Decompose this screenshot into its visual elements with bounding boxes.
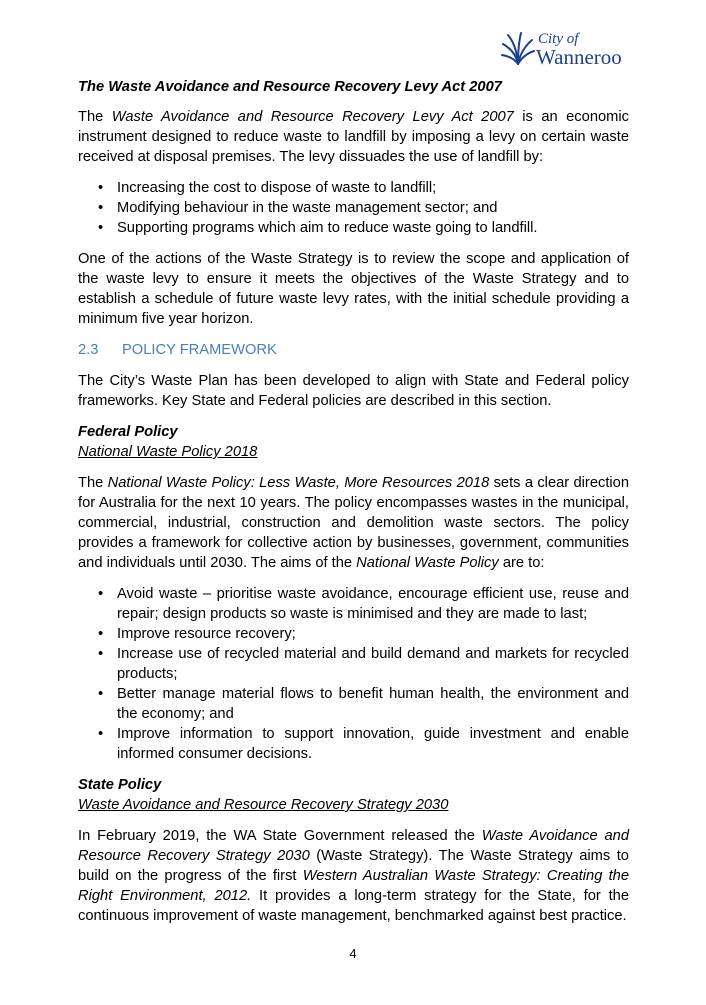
federal-policy-subheading: National Waste Policy 2018 [78, 444, 258, 460]
state-policy-paragraph: In February 2019, the WA State Government released the Waste Avoidance and Resource Recovery Strategy 2030 (Waste Strategy). The Waste Strategy aims to build on the progress of the first Western Australian Waste Strategy: Creating the Right Environment, 2012. It provides a long-term strategy for the State, for the continuous improvement of waste management, benchmarked against best practice. [78, 828, 629, 924]
list-item: • Increase use of recycled material and build demand and markets for recycled products; [98, 646, 629, 682]
list-item: • Modifying behaviour in the waste management sector; and [98, 200, 498, 216]
federal-aims-list [78, 584, 629, 764]
list-item: • Avoid waste – prioritise waste avoidance, encourage efficient use, reuse and repair; design products so waste is minimised and they are made to last; [98, 586, 629, 622]
levy-bullet-list [78, 178, 629, 238]
list-item: • Improve information to support innovation, guide investment and enable informed consumer decisions. [98, 726, 629, 762]
page-number: 4 [349, 946, 357, 961]
wanneroo-emblem-icon [500, 30, 536, 66]
levy-intro-paragraph: The Waste Avoidance and Resource Recovery Levy Act 2007 is an economic instrument designed to reduce waste to landfill by imposing a levy on certain waste received at disposal premises. The levy dissuades the use of landfill by: [78, 109, 630, 165]
section-heading [78, 340, 629, 360]
state-policy-subheading: Waste Avoidance and Resource Recovery Strategy 2030 [78, 797, 449, 813]
section-title: POLICY FRAMEWORK [122, 342, 277, 358]
levy-act-heading: The Waste Avoidance and Resource Recovery Levy Act 2007 [78, 79, 502, 95]
logo-line-2: Wanneroo [536, 45, 622, 69]
policy-intro-paragraph: The City’s Waste Plan has been developed to align with State and Federal policy frameworks. Key State and Federal policies are described in this section. [78, 373, 629, 409]
city-of-wanneroo-logo [500, 30, 630, 70]
logo-line-1: City of [538, 31, 579, 47]
federal-policy-paragraph: The National Waste Policy: Less Waste, More Resources 2018 sets a clear direction for Australia for the next 10 years. The policy encompasses wastes in the municipal, commercial, industrial, construction and demolition waste sectors. The policy provides a framework for collective action by businesses, government, communities and individuals until 2030. The aims of the National Waste Policy are to: [78, 475, 630, 571]
list-item: • Increasing the cost to dispose of waste to landfill; [98, 180, 437, 196]
section-number: 2.3 [78, 342, 99, 358]
list-item: • Improve resource recovery; [98, 626, 296, 642]
page-content [78, 77, 629, 926]
federal-policy-heading: Federal Policy [78, 424, 178, 440]
state-policy-heading: State Policy [78, 777, 162, 793]
list-item: • Better manage material flows to benefit human health, the environment and the economy; and [98, 686, 629, 722]
waste-strategy-paragraph: One of the actions of the Waste Strategy is to review the scope and application of the waste levy to ensure it meets the objectives of the Waste Strategy and to establish a schedule of future waste levy rates, with the initial schedule providing a minimum five year horizon. [78, 251, 629, 327]
list-item: • Supporting programs which aim to reduce waste going to landfill. [98, 220, 538, 236]
